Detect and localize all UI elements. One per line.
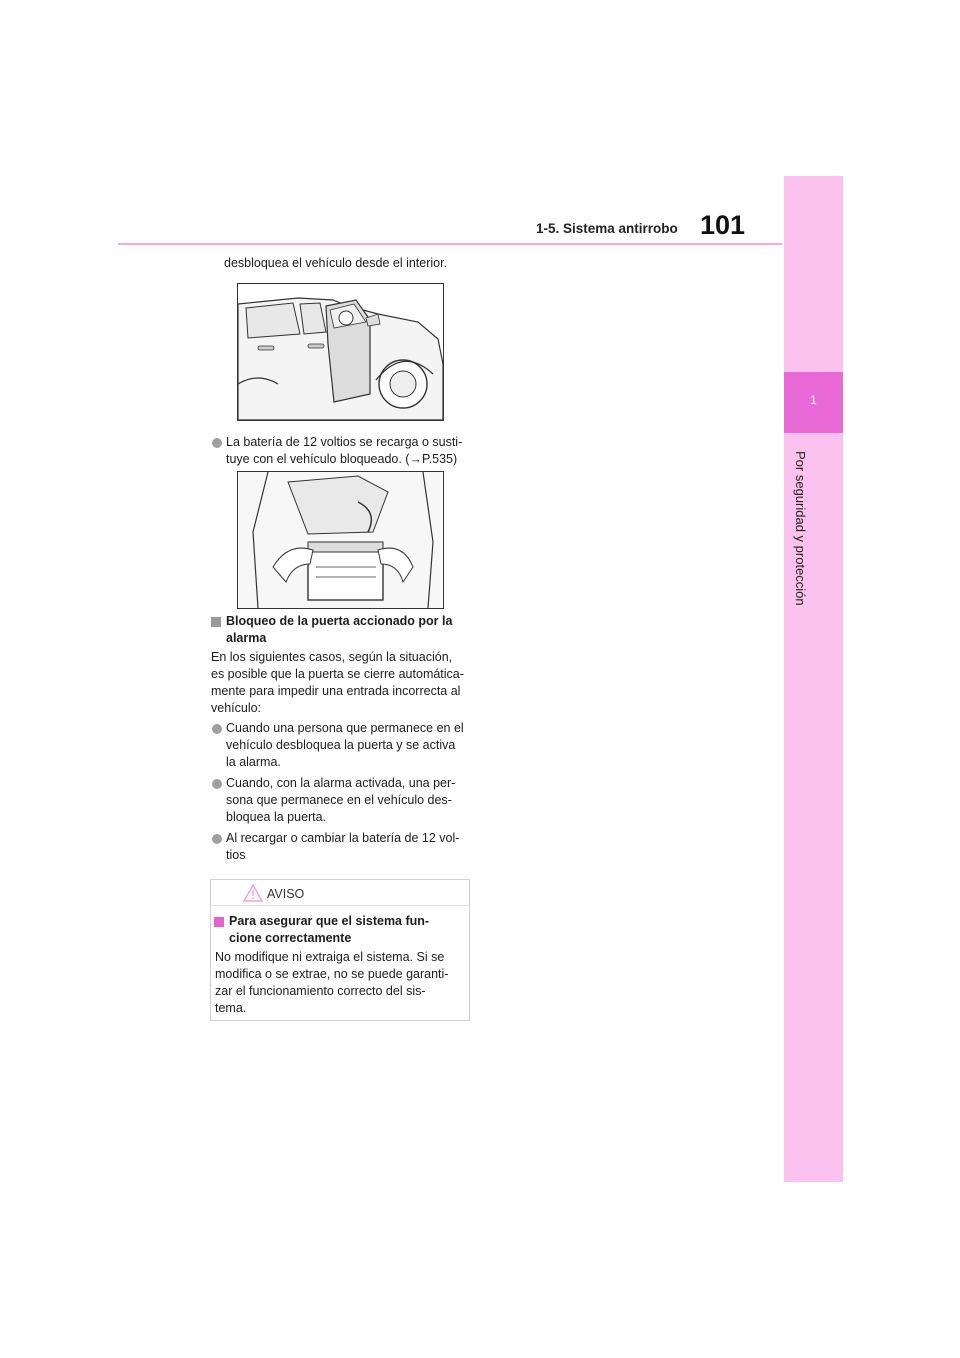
heading-line-2: alarma [226, 631, 267, 645]
chapter-number: 1 [810, 393, 817, 407]
bullet-2-line-1: Cuando una persona que permanece en el [226, 721, 464, 735]
bullet-1-line-1: La batería de 12 voltios se recarga o susti- [226, 435, 463, 449]
paragraph-line-1: En los siguientes casos, según la situación, [211, 650, 453, 664]
warning-text-line-2: modifica o se extrae, no se puede garanti- [215, 967, 449, 981]
bullet-dot [212, 438, 222, 448]
warning-heading-line-2: cione correctamente [229, 931, 352, 945]
car-door-illustration [237, 283, 444, 421]
bullet-3-line-3: bloquea la puerta. [226, 810, 327, 824]
bullet-dot [212, 779, 222, 789]
bullet-4-line-2: tios [226, 848, 246, 862]
bullet-dot [212, 724, 222, 734]
heading-line-1: Bloqueo de la puerta accionado por la [226, 614, 453, 628]
paragraph-line-4: vehículo: [211, 701, 262, 715]
warning-triangle-icon [243, 884, 263, 907]
page-number: 101 [700, 210, 746, 240]
battery-illustration [237, 471, 444, 609]
warning-label: AVISO [267, 887, 305, 901]
bullet-1-line-2: tuye con el vehículo bloqueado. (→P.535) [226, 452, 458, 466]
warning-text-line-4: tema. [215, 1001, 247, 1015]
heading-square [211, 617, 221, 627]
bullet-2-line-3: la alarma. [226, 755, 281, 769]
header-rule [118, 243, 782, 245]
bullet-3-line-1: Cuando, con la alarma activada, una per- [226, 776, 456, 790]
paragraph-line-3: mente para impedir una entrada incorrecta al [211, 684, 461, 698]
section-title: 1-5. Sistema antirrobo [536, 221, 678, 236]
warning-heading-square [214, 917, 224, 927]
paragraph-line-2: es posible que la puerta se cierre automática- [211, 667, 464, 681]
warning-heading-line-1: Para asegurar que el sistema fun- [229, 914, 430, 928]
warning-text-line-3: zar el funcionamiento correcto del sis- [215, 984, 426, 998]
bullet-3-line-2: sona que permanece en el vehículo des- [226, 793, 452, 807]
bullet-4-line-1: Al recargar o cambiar la batería de 12 vol- [226, 831, 460, 845]
bullet-2-line-2: vehículo desbloquea la puerta y se activa [226, 738, 456, 752]
warning-text-line-1: No modifique ni extraiga el sistema. Si se [215, 950, 445, 964]
chapter-title: Por seguridad y protección [793, 451, 808, 606]
intro-line: desbloquea el vehículo desde el interior. [224, 256, 448, 270]
chapter-sidebar [784, 176, 843, 1182]
bullet-dot [212, 834, 222, 844]
